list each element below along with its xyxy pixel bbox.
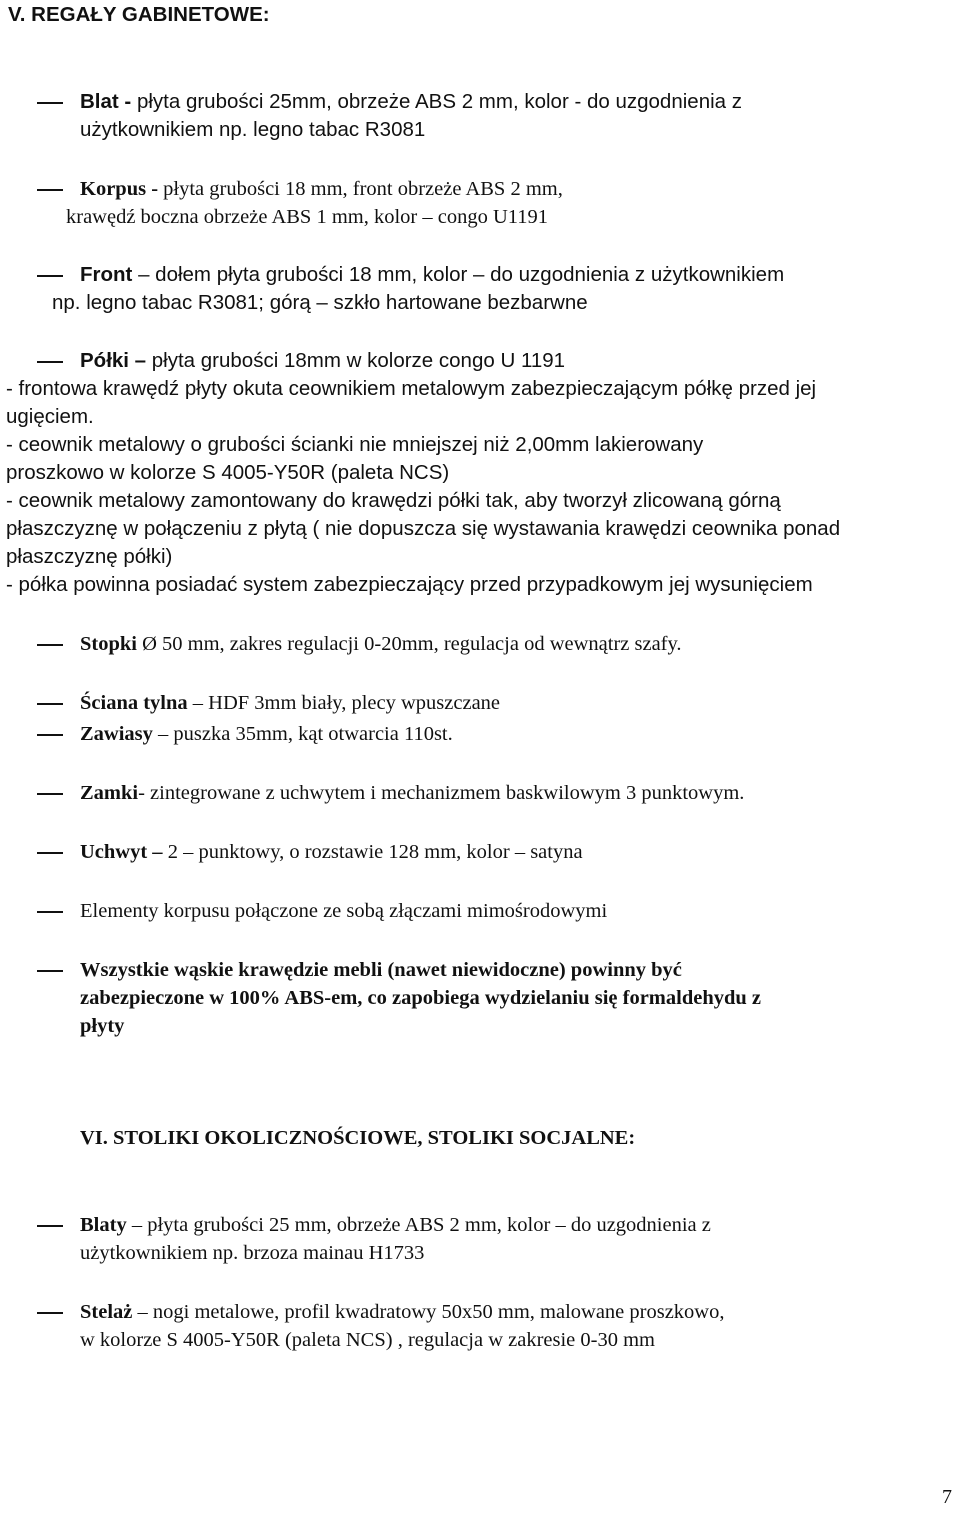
page-number: 7 xyxy=(942,1486,952,1508)
item-text: płyta grubości 18 mm, front obrzeże ABS 2 mm, xyxy=(163,178,563,200)
list-item-blaty xyxy=(80,1211,711,1239)
item-label: Uchwyt – xyxy=(80,841,168,863)
list-dash xyxy=(37,911,63,913)
item-label: Zamki xyxy=(80,782,139,804)
item-text: Ø 50 mm, zakres regulacji 0-20mm, regulacja od wewnątrz szafy. xyxy=(136,633,682,655)
polki-detail-line: - ceownik metalowy zamontowany do krawędzi półki tak, aby tworzył zlicowaną górną xyxy=(6,489,781,512)
list-item-stopki xyxy=(80,630,682,658)
list-item-polki xyxy=(80,347,565,375)
list-item-blat xyxy=(80,88,742,116)
list-item-sciana-tylna xyxy=(80,689,500,717)
list-dash xyxy=(37,275,63,277)
list-item-wszystkie-line3: płyty xyxy=(80,1015,125,1037)
list-item-elementy: Elementy korpusu połączone ze sobą złączami mimośrodowymi xyxy=(80,900,608,922)
polki-detail-line: ugięciem. xyxy=(6,405,94,428)
list-item-zawiasy xyxy=(80,720,453,748)
polki-detail-line: - ceownik metalowy o grubości ścianki nie mniejszej niż 2,00mm lakierowany xyxy=(6,433,704,456)
list-dash xyxy=(37,102,63,104)
item-text: – dołem płyta grubości 18 mm, kolor – do uzgodnienia z użytkownikiem xyxy=(132,263,785,286)
list-item-korpus xyxy=(80,175,563,203)
item-label: Zawiasy xyxy=(80,723,153,745)
list-dash xyxy=(37,703,63,705)
list-item-wszystkie: Wszystkie wąskie krawędzie mebli (nawet niewidoczne) powinny być xyxy=(80,959,682,981)
item-text: 2 – punktowy, o rozstawie 128 mm, kolor – satyna xyxy=(167,841,583,863)
list-item-uchwyt xyxy=(80,838,583,866)
item-text: – nogi metalowe, profil kwadratowy 50x50 mm, malowane proszkowo, xyxy=(132,1301,725,1323)
list-item-stelaz xyxy=(80,1298,724,1326)
item-text: płyta grubości 18mm w kolorze congo U 1191 xyxy=(151,349,566,372)
list-item-wszystkie-line2: zabezpieczone w 100% ABS-em, co zapobiega wydzielaniu się formaldehydu z xyxy=(80,987,762,1009)
list-dash xyxy=(37,734,63,736)
list-dash xyxy=(37,1312,63,1314)
list-dash xyxy=(37,189,63,191)
list-item-korpus-line2: krawędź boczna obrzeże ABS 1 mm, kolor – congo U1191 xyxy=(66,206,549,228)
item-label: Front xyxy=(80,263,133,286)
polki-detail-line: - półka powinna posiadać system zabezpieczający przed przypadkowym jej wysunięciem xyxy=(6,573,813,596)
item-label: Półki – xyxy=(80,349,152,372)
list-item-stelaz-line2: w kolorze S 4005-Y50R (paleta NCS) , regulacja w zakresie 0-30 mm xyxy=(80,1329,655,1351)
item-label: Ściana tylna xyxy=(80,692,188,714)
list-dash xyxy=(37,644,63,646)
item-label: Korpus - xyxy=(80,178,164,200)
item-label: Blat - xyxy=(80,90,137,113)
section-heading-v: V. REGAŁY GABINETOWE: xyxy=(8,3,270,26)
list-item-blaty-line2: użytkownikiem np. brzoza mainau H1733 xyxy=(80,1242,425,1264)
item-text: – puszka 35mm, kąt otwarcia 110st. xyxy=(152,723,453,745)
polki-detail-line: proszkowo w kolorze S 4005-Y50R (paleta NCS) xyxy=(6,461,450,484)
list-dash xyxy=(37,361,63,363)
item-label: Stelaż xyxy=(80,1301,133,1323)
item-text: – płyta grubości 25 mm, obrzeże ABS 2 mm, kolor – do uzgodnienia z xyxy=(126,1214,711,1236)
item-text: – HDF 3mm biały, plecy wpuszczane xyxy=(187,692,501,714)
item-label: Blaty xyxy=(80,1214,127,1236)
list-dash xyxy=(37,1225,63,1227)
section-heading-vi: VI. STOLIKI OKOLICZNOŚCIOWE, STOLIKI SOCJALNE: xyxy=(80,1127,636,1149)
list-item-front xyxy=(80,261,784,289)
polki-detail-line: płaszczyznę w połączeniu z płytą ( nie dopuszcza się wystawania krawędzi ceownika ponad xyxy=(6,517,841,540)
item-label: Stopki xyxy=(80,633,137,655)
list-item-front-line2: np. legno tabac R3081; górą – szkło hartowane bezbarwne xyxy=(52,291,588,314)
item-text: płyta grubości 25mm, obrzeże ABS 2 mm, kolor - do uzgodnienia z xyxy=(136,90,742,113)
list-dash xyxy=(37,852,63,854)
list-dash xyxy=(37,970,63,972)
list-item-zamki xyxy=(80,779,744,807)
list-item-blat-line2: użytkownikiem np. legno tabac R3081 xyxy=(80,118,426,141)
list-dash xyxy=(37,793,63,795)
polki-detail-line: - frontowa krawędź płyty okuta ceownikiem metalowym zabezpieczającym półkę przed jej xyxy=(6,377,817,400)
item-text: - zintegrowane z uchwytem i mechanizmem baskwilowym 3 punktowym. xyxy=(138,782,745,804)
polki-detail-line: płaszczyznę półki) xyxy=(6,545,173,568)
